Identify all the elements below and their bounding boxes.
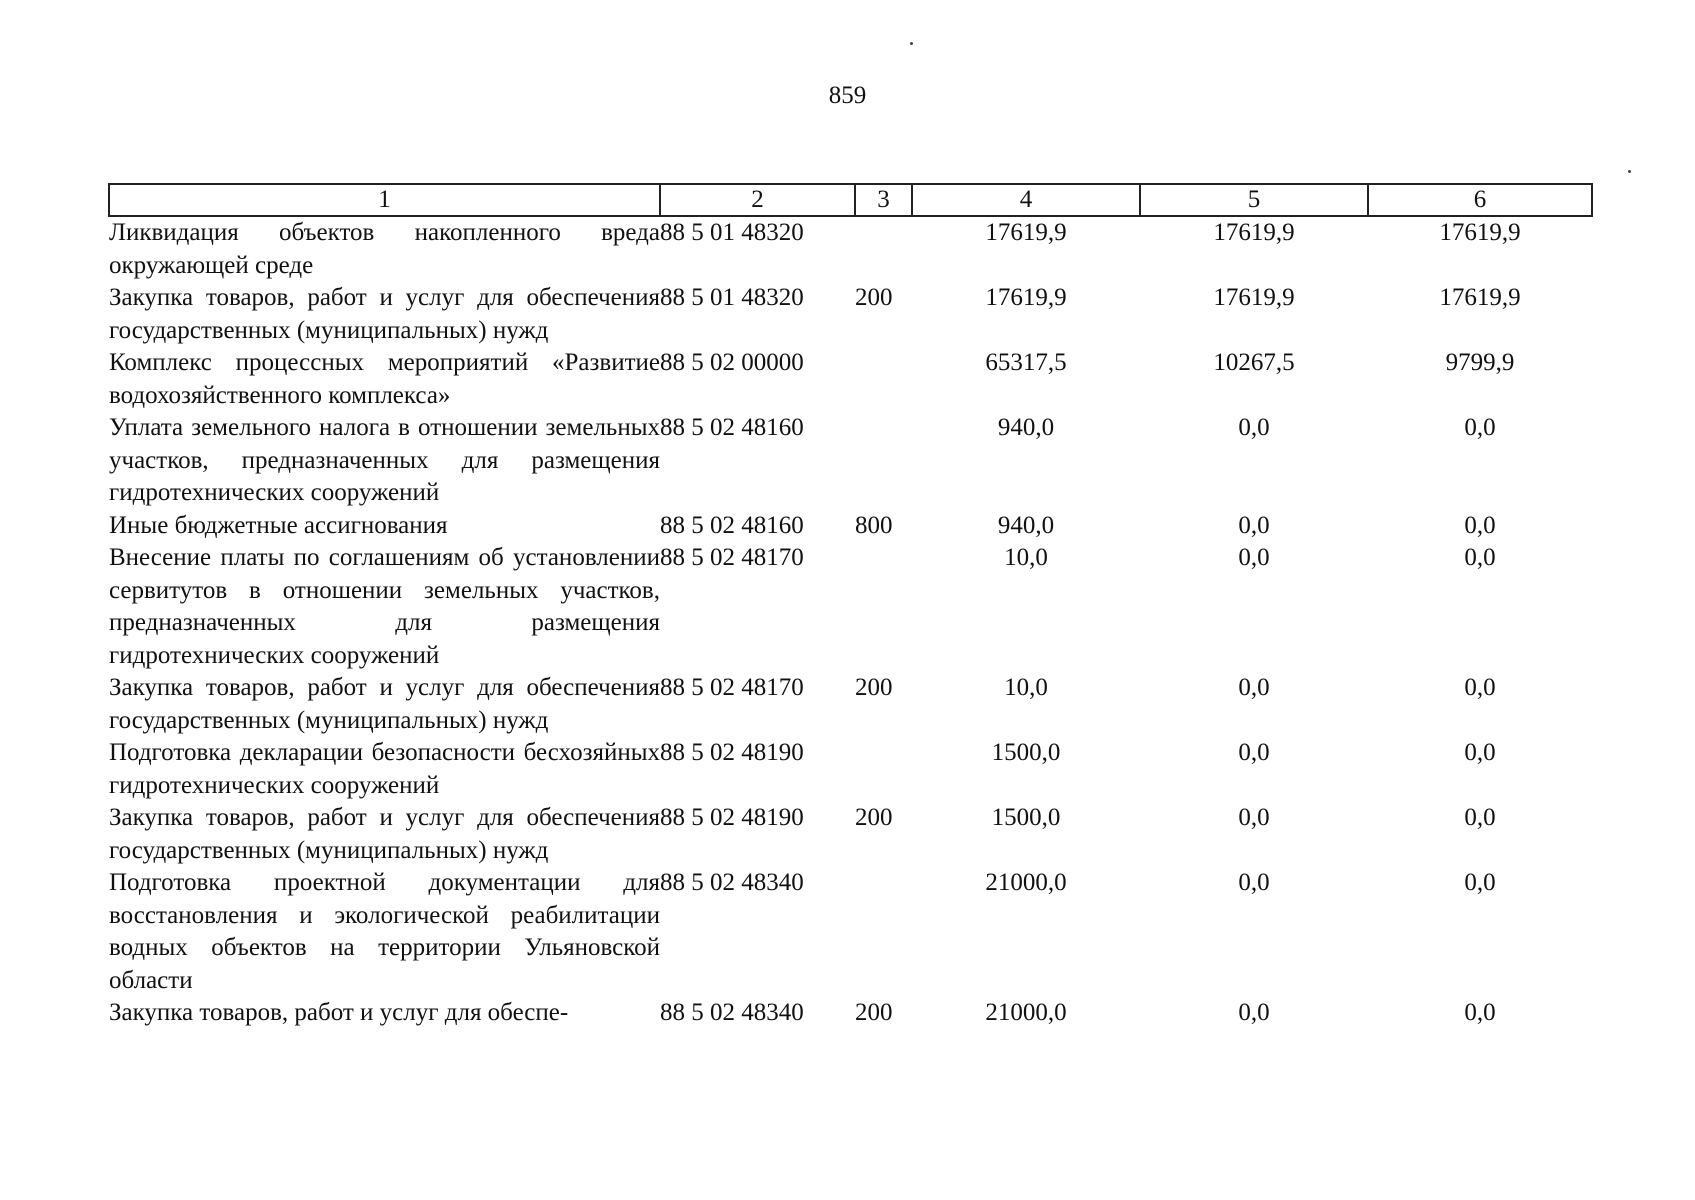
row-value-col6: 0,0	[1464, 544, 1496, 571]
table-header-row	[109, 184, 1592, 216]
row-value-col5: 0,0	[1238, 544, 1270, 571]
row-value-col6: 0,0	[1464, 804, 1496, 831]
row-value-col4: 940,0	[997, 511, 1055, 539]
row-expense-type	[855, 737, 912, 802]
row-code: 88 5 02 48160	[660, 414, 804, 441]
row-expense-type: 200	[855, 674, 893, 701]
row-name: Закупка товаров, работ и услуг для обеспечения государственных (муниципальных) нужд	[109, 674, 660, 734]
row-name: Комплекс процессных мероприятий «Развитие водохозяйственного комплекса»	[109, 349, 660, 409]
row-value-col4: 17619,9	[985, 284, 1067, 311]
table-row	[109, 510, 1592, 543]
row-value-col4: 940,0	[997, 414, 1055, 441]
row-value-col4: 10,0	[1004, 674, 1048, 701]
scan-speck	[910, 42, 913, 45]
row-code: 88 5 02 48340	[660, 869, 804, 896]
row-value-col4: 65317,5	[985, 349, 1067, 376]
row-code: 88 5 02 48190	[660, 739, 804, 766]
row-value-col6: 17619,9	[1439, 284, 1521, 311]
table-row	[109, 737, 1592, 802]
row-expense-type: 200	[855, 804, 893, 831]
row-value-col5: 0,0	[1238, 869, 1270, 896]
row-code: 88 5 02 48340	[660, 999, 804, 1026]
budget-table	[108, 183, 1593, 1030]
row-expense-type	[855, 216, 912, 282]
row-value-col5: 0,0	[1238, 511, 1270, 539]
row-code: 88 5 02 48170	[660, 544, 804, 571]
row-code: 88 5 02 48170	[660, 674, 804, 701]
row-value-col6: 0,0	[1464, 739, 1496, 766]
table-row	[109, 672, 1592, 737]
table-row	[109, 542, 1592, 672]
row-value-col6: 0,0	[1464, 869, 1496, 896]
row-value-col5: 0,0	[1238, 804, 1270, 831]
row-code: 88 5 01 48320	[660, 219, 804, 246]
row-value-col6: 0,0	[1464, 511, 1496, 539]
row-name: Иные бюджетные ассигнования	[109, 511, 448, 539]
row-value-col5: 17619,9	[1213, 284, 1295, 311]
row-value-col6: 9799,9	[1445, 349, 1515, 376]
row-value-col5: 0,0	[1238, 999, 1270, 1026]
page-number: 859	[828, 82, 867, 109]
table-row	[109, 347, 1592, 412]
row-value-col6: 0,0	[1464, 999, 1496, 1026]
row-expense-type: 800	[855, 511, 893, 539]
row-value-col4: 17619,9	[985, 219, 1067, 246]
row-name: Закупка товаров, работ и услуг для обеспечения государственных (муниципальных) нужд	[109, 804, 660, 864]
row-expense-type	[855, 542, 912, 672]
row-name: Ликвидация объектов накопленного вреда окружающей среде	[109, 219, 660, 279]
row-name: Подготовка проектной документации для восстановления и экологической реабилитации водных объектов на территории Ульяновской области	[109, 869, 660, 994]
table-row	[109, 282, 1592, 347]
row-value-col6: 0,0	[1464, 414, 1496, 441]
row-name: Закупка товаров, работ и услуг для обеспечения государственных (муниципальных) нужд	[109, 284, 660, 344]
row-name: Подготовка декларации безопасности бесхозяйных гидротехнических сооружений	[109, 739, 660, 799]
row-name: Уплата земельного налога в отношении земельных участков, предназначенных для размещения гидротехнических сооружений	[109, 414, 660, 506]
row-value-col5: 17619,9	[1213, 219, 1295, 246]
scan-speck	[1628, 170, 1631, 173]
row-code: 88 5 01 48320	[660, 284, 804, 311]
row-expense-type	[855, 347, 912, 412]
table-row	[109, 867, 1592, 997]
row-value-col4: 21000,0	[985, 999, 1067, 1026]
row-name: Закупка товаров, работ и услуг для обеспе-	[109, 999, 569, 1026]
row-code: 88 5 02 48160	[660, 511, 804, 539]
row-code: 88 5 02 48190	[660, 804, 804, 831]
row-code: 88 5 02 00000	[660, 349, 804, 376]
column-header-6: 6	[1368, 184, 1592, 216]
table-row	[109, 412, 1592, 510]
row-value-col5: 10267,5	[1213, 349, 1295, 376]
column-header-5: 5	[1140, 184, 1368, 216]
table-row	[109, 216, 1592, 282]
column-header-3: 3	[855, 184, 912, 216]
row-name: Внесение платы по соглашениям об установлении сервитутов в отношении земельных участков, предназначенных для размещения гидротехнических сооружений	[109, 544, 660, 669]
row-value-col6: 0,0	[1464, 674, 1496, 701]
row-value-col5: 0,0	[1238, 739, 1270, 766]
row-expense-type: 200	[855, 284, 893, 311]
row-value-col4: 10,0	[1004, 544, 1048, 571]
row-expense-type: 200	[855, 999, 893, 1026]
row-value-col5: 0,0	[1238, 414, 1270, 441]
column-header-4: 4	[912, 184, 1140, 216]
column-header-1: 1	[109, 184, 660, 216]
row-expense-type	[855, 412, 912, 510]
column-header-2: 2	[660, 184, 855, 216]
row-value-col4: 1500,0	[991, 804, 1061, 831]
row-value-col6: 17619,9	[1439, 219, 1521, 246]
row-expense-type	[855, 867, 912, 997]
row-value-col5: 0,0	[1238, 674, 1270, 701]
row-value-col4: 1500,0	[991, 739, 1061, 766]
row-value-col4: 21000,0	[985, 869, 1067, 896]
table-row	[109, 997, 1592, 1030]
table-row	[109, 802, 1592, 867]
